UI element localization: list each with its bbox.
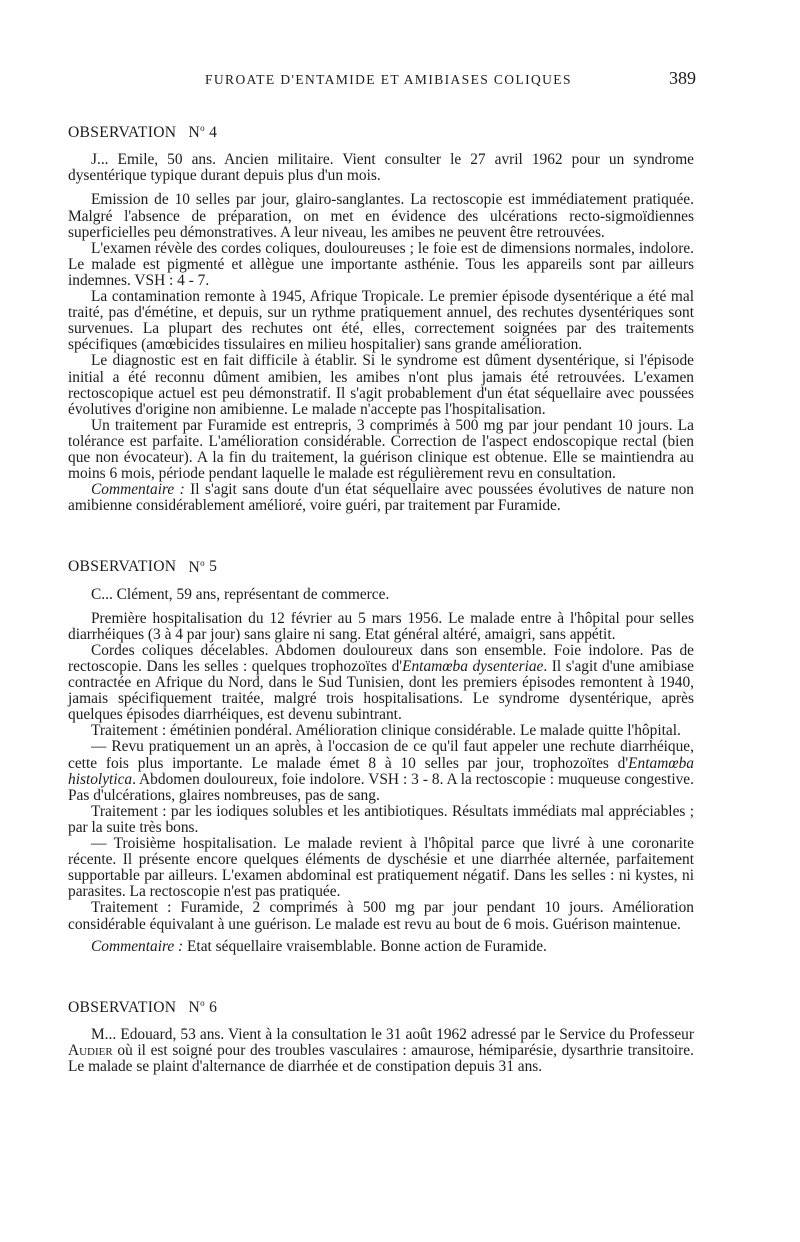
commentary-text: Etat séquellaire vraisemblable. Bonne action de Furamide.: [183, 937, 547, 955]
paragraph: Cordes coliques décelables. Abdomen douloureux dans son ensemble. Foie indolore. Pas de rectoscopie. Dans les selles : quelques trophozoïtes d'Entamœba dysenteriae. Il s'agit d'une amibiase contractée en Afrique du Nord, dans le Sud Tunisien, dont les premiers épisodes remontent à 1940, jamais spécifiquement traitée, malgré trois hospitalisations. Le syndrome dysentérique, après quelques épisodes diarrhéiques, est devenu subintrant.: [68, 641, 694, 724]
paragraph: L'examen révèle des cordes coliques, douloureuses ; le foie est de dimensions normales, indolore. Le malade est pigmenté et allègue une importante asthénie. Tous les appareils sont par ailleurs indemnes. VSH : 4 - 7.: [68, 239, 694, 289]
paragraph: La contamination remonte à 1945, Afrique Tropicale. Le premier épisode dysentérique a été mal traité, pas d'émétine, et depuis, sur un rythme pratiquement annuel, des rechutes dysentériques sont survenues. La plupart des rechutes ont été, elles, correctement soignées par des traitements spécifiques (amœbicides tissulaires en milieu hospitalier) sans grande amélioration.: [68, 288, 694, 354]
paragraph: C... Clément, 59 ans, représentant de commerce.: [91, 585, 390, 603]
observation-6-heading: [68, 995, 694, 1016]
article-body: [68, 120, 694, 1099]
paragraph: Première hospitalisation du 12 février au 5 mars 1956. Le malade entre à l'hôpital pour selles diarrhéiques (3 à 4 par jour) sans glaire ni sang. Etat général altéré, amaigri, sans appétit.: [68, 609, 694, 643]
paragraph: Traitement : par les iodiques solubles et les antibiotiques. Résultats immédiats mal appréciables ; par la suite très bons.: [68, 802, 694, 836]
running-title: FUROATE D'ENTAMIDE ET AMIBIASES COLIQUES: [205, 72, 572, 87]
page-header: [0, 70, 800, 94]
observation-4-heading: [68, 120, 694, 141]
paragraph: — Revu pratiquement un an après, à l'occasion de ce qu'il faut appeler une rechute diarrhéique, cette fois plus importante. Le malade émet 8 à 10 selles par jour, trophozoïtes d'Entamœba histolytica. Abdomen douloureux, foie indolore. VSH : 3 - 8. A la rectoscopie : muqueuse congestive. Pas d'ulcérations, glaires nombreuses, pas de sang.: [68, 738, 694, 804]
number-sign: $N^o$: [188, 997, 205, 1016]
commentary: [68, 939, 694, 955]
paragraph: Traitement : Furamide, 2 comprimés à 500 mg par jour pendant 10 jours. Amélioration considérable équivalant à une guérison. Le malade est revu au bout de 6 mois. Guérison maintenue.: [68, 899, 694, 933]
paragraph: Emission de 10 selles par jour, glairo-sanglantes. La rectoscopie est immédiatement pratiquée. Malgré l'absence de préparation, on met en évidence des ulcérations recto-sigmoïdiennes superficielles peu démonstratives. A leur niveau, les amibes ne peuvent être retrouvées.: [68, 191, 694, 241]
observation-6: [68, 995, 694, 1076]
observation-label: OBSERVATION: [68, 558, 177, 576]
observation-number: 4: [209, 124, 218, 142]
observation-number: 5: [209, 558, 218, 576]
observation-label: OBSERVATION: [68, 998, 177, 1016]
commentary: [68, 482, 694, 514]
page-number: 389: [669, 68, 696, 88]
number-sign: $N^o$: [188, 557, 205, 576]
paragraph: J... Emile, 50 ans. Ancien militaire. Vient consulter le 27 avril 1962 pour un syndrome dysentérique typique durant depuis plus d'un mois.: [68, 151, 694, 185]
paragraph: — Troisième hospitalisation. Le malade revient à l'hôpital parce que livré à une coronarite récente. Il présente encore quelques éléments de dyschésie et une diarrhée alternée, parfaitement supportable par ailleurs. L'examen abdominal est pratiquement négatif. Dans les selles : ni kystes, ni parasites. La rectoscopie n'est pas pratiquée.: [68, 835, 694, 901]
observation-label: OBSERVATION: [68, 124, 177, 142]
paragraph: Le diagnostic est en fait difficile à établir. Si le syndrome est dûment dysentérique, si l'épisode initial a été reconnu dûment amibien, les amibes n'ont plus jamais été retrouvées. L'examen rectoscopique actuel est peu démonstratif. Il s'agit probablement d'un état séquellaire avec poussées évolutives d'origine non amibienne. Le malade n'accepte pas l'hospitalisation.: [68, 352, 694, 418]
number-sign: $N^o$: [188, 123, 205, 142]
paragraph: M... Edouard, 53 ans. Vient à la consultation le 31 août 1962 adressé par le Service du Professeur Audier où il est soigné pour des troubles vasculaires : amaurose, hémiparésie, dysarthrie transitoire. Le malade se plaint d'alternance de diarrhée et de constipation depuis 31 ans.: [68, 1025, 694, 1076]
paragraph: Un traitement par Furamide est entrepris, 3 comprimés à 500 mg par jour pendant 10 jours. La tolérance est parfaite. L'amélioration considérable. Correction de l'aspect endoscopique rectal (bien que non évocateur). A la fin du traitement, la guérison clinique est obtenue. Elle se maintiendra au moins 6 mois, période pendant laquelle le malade est régulièrement revu en consultation.: [68, 416, 694, 483]
taxon-name: Entamœba histolytica: [68, 754, 694, 788]
commentary-text: Il s'agit sans doute d'un état séquellaire avec poussées évolutives de nature non amibienne considérablement amélioré, voire guéri, par traitement par Furamide.: [68, 481, 694, 515]
observation-5: [68, 554, 694, 954]
commentary-label: Commentaire :: [91, 481, 185, 499]
observation-5-heading: [68, 554, 694, 575]
observation-number: 6: [209, 998, 218, 1016]
observation-4: [68, 120, 694, 514]
taxon-name: Entamœba dysenteriae: [402, 658, 544, 675]
commentary-label: Commentaire :: [91, 937, 184, 955]
paragraph: Traitement : émétinien pondéral. Amélioration clinique considérable. Le malade quitte l'hôpital.: [91, 722, 681, 740]
person-name: Audier: [68, 1042, 113, 1060]
